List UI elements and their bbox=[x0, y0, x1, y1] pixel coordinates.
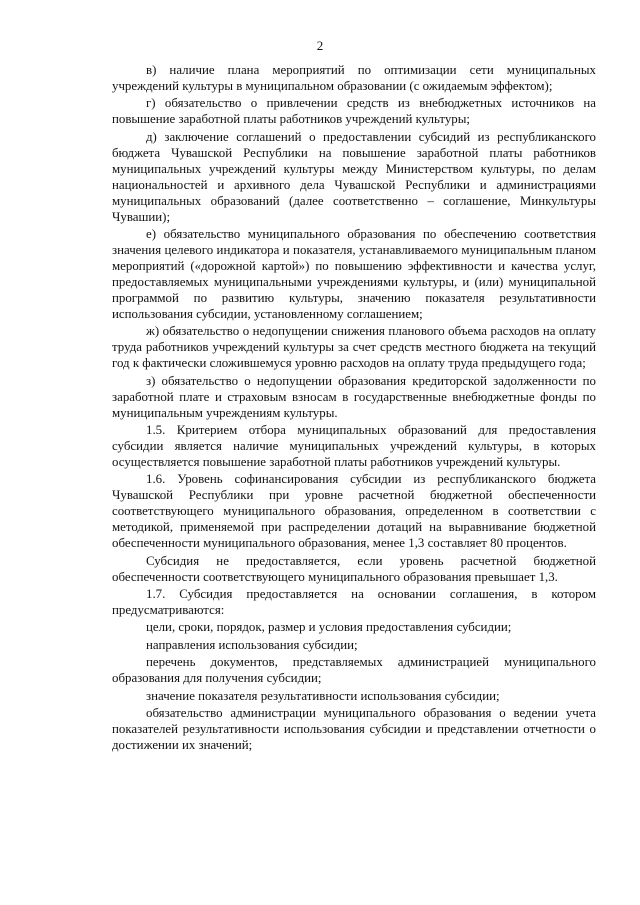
paragraph-d: д) заключение соглашений о предоставлении субсидий из республиканского бюджета Чувашской Республики на повышение заработной платы работников муниципальных учреждений культуры между Министерством культуры, по делам национальностей и архивного дела Чувашской Республики и администрациями муниципальных образований (далее соответственно – соглашение, Минкультуры Чувашии); bbox=[112, 129, 596, 224]
paragraph-1-6: 1.6. Уровень софинансирования субсидии из республиканского бюджета Чувашской Республики при уровне расчетной бюджетной обеспеченности соответствующего муниципального образования, определенном в соответствии с методикой, применяемой при распределении дотаций на выравнивание бюджетной обеспеченности муниципального образования, менее 1,3 составляет 80 процентов. bbox=[112, 472, 596, 551]
list-item-documents: перечень документов, представляемых администрацией муниципального образования для получения субсидии; bbox=[112, 655, 596, 686]
paragraph-1-5: 1.5. Критерием отбора муниципальных образований для предоставления субсидии является наличие муниципальных учреждений культуры, в которых осуществляется повышение заработной платы работников учреждений культуры. bbox=[112, 422, 596, 469]
paragraph-g: г) обязательство о привлечении средств из внебюджетных источников на повышение заработной платы работников учреждений культуры; bbox=[112, 96, 596, 127]
list-item-indicator-value: значение показателя результативности использования субсидии; bbox=[146, 688, 500, 703]
paragraph-v: в) наличие плана мероприятий по оптимизации сети муниципальных учреждений культуры в муниципальном образовании (с ожидаемым эффектом); bbox=[112, 63, 596, 93]
page-number: 2 bbox=[316, 38, 324, 53]
paragraph-e: е) обязательство муниципального образования по обеспечению соответствия значения целевого индикатора и показателя, устанавливаемого муниципальным планом мероприятий («дорожной картой») по повышению эффективности и качества услуг, предоставляемых муниципальными учреждениями культуры, и (или) муниципальной программой по развитию культуры, значению показателя результативности использования субсидии, установленному соглашением; bbox=[112, 227, 596, 321]
document-body bbox=[112, 63, 596, 756]
paragraph-zh: ж) обязательство о недопущении снижения планового объема расходов на оплату труда работников учреждений культуры за счет средств местного бюджета на текущий год к фактически сложившемуся уровню расходов на оплату труда предыдущего года; bbox=[112, 324, 596, 371]
paragraph-subsidy-not-provided: Субсидия не предоставляется, если уровень расчетной бюджетной обеспеченности соответствующего муниципального образования превышает 1,3. bbox=[112, 553, 596, 584]
list-item-directions: направления использования субсидии; bbox=[146, 637, 358, 652]
paragraph-1-7: 1.7. Субсидия предоставляется на основании соглашения, в котором предусматриваются: bbox=[112, 587, 596, 617]
paragraph-z: з) обязательство о недопущении образования кредиторской задолженности по заработной плате и страховым взносам в государственные внебюджетные фонды по муниципальным учреждениям культуры. bbox=[112, 373, 596, 420]
list-item-goals: цели, сроки, порядок, размер и условия предоставления субсидии; bbox=[146, 620, 512, 635]
list-item-reporting-obligation: обязательство администрации муниципального образования о ведении учета показателей результативности использования субсидии и представлении отчетности о достижении их значений; bbox=[112, 706, 596, 753]
